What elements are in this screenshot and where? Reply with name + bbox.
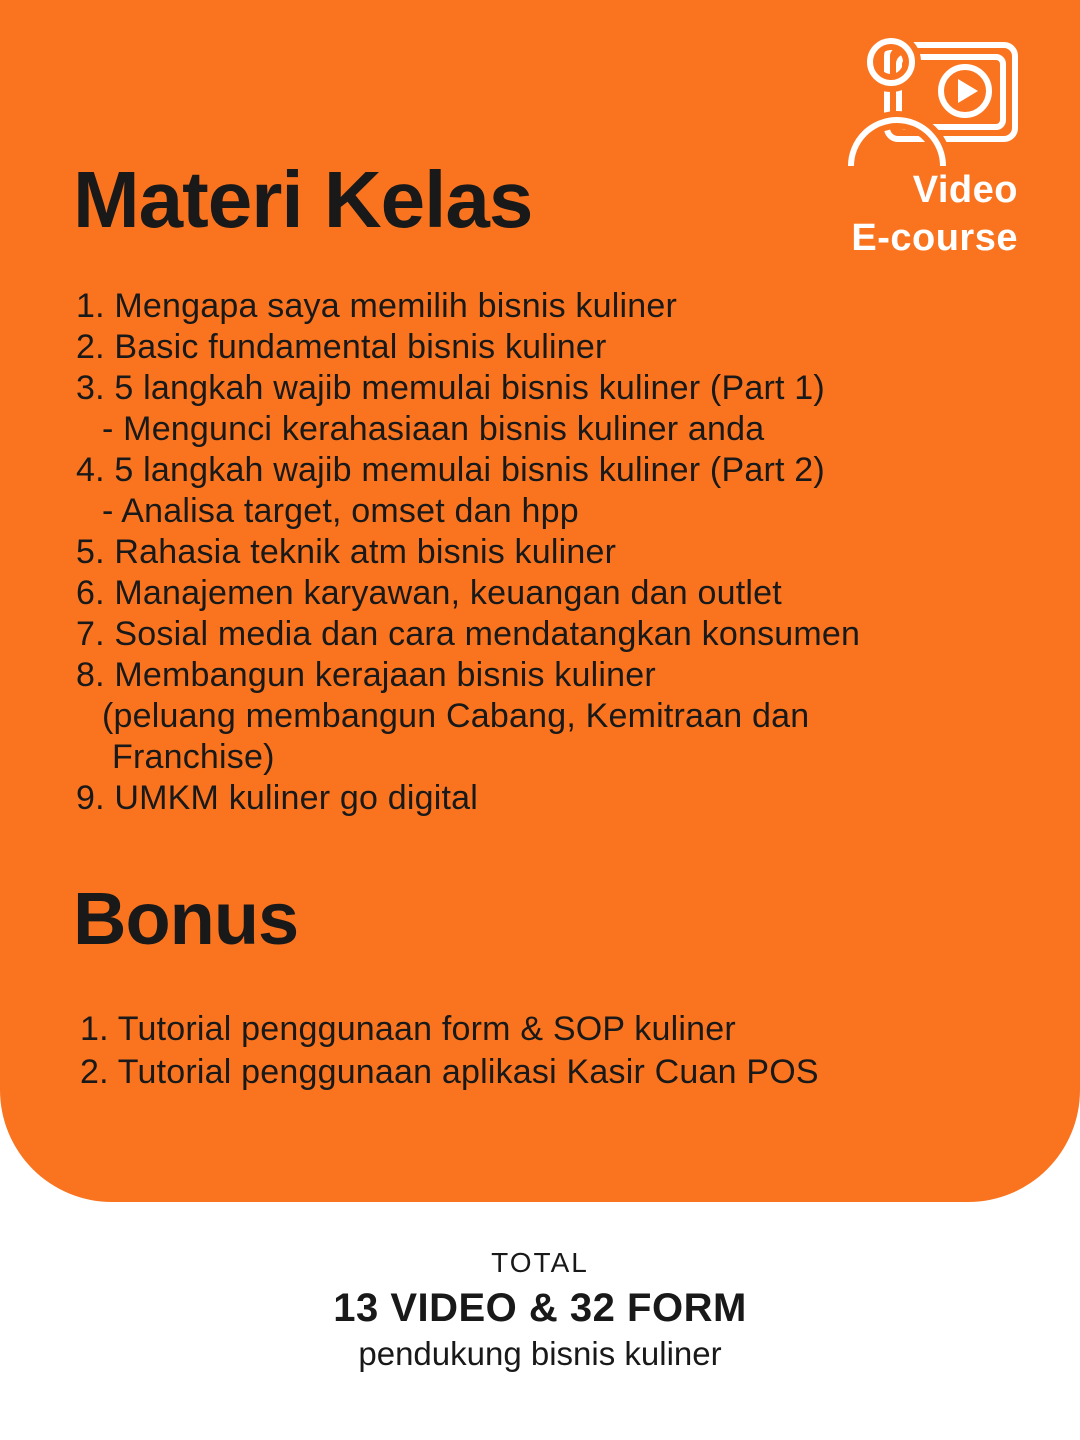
footer-subline: pendukung bisnis kuliner [358,1335,722,1372]
materi-subitem: - Analisa target, omset dan hpp [102,492,579,530]
badge-label-ecourse: E-course [851,217,1018,259]
bonus-title: Bonus [73,877,299,960]
materi-item: 6. Manajemen karyawan, keuangan dan outlet [76,574,782,612]
video-ecourse-badge [818,28,1018,262]
materi-list [76,286,1026,819]
bonus-item: 2. Tutorial penggunaan aplikasi Kasir Cuan POS [80,1053,819,1091]
bonus-list [80,1008,1030,1094]
materi-item: 2. Basic fundamental bisnis kuliner [76,328,607,366]
materi-item: 5. Rahasia teknik atm bisnis kuliner [76,533,617,571]
footer-summary [0,1246,1080,1374]
video-ecourse-icon [834,28,1024,166]
materi-kelas-title: Materi Kelas [73,155,533,244]
materi-item: 8. Membangun kerajaan bisnis kuliner [76,656,656,694]
materi-subitem: (peluang membangun Cabang, Kemitraan dan [102,697,810,735]
bonus-item: 1. Tutorial penggunaan form & SOP kuliner [80,1010,736,1048]
badge-label-video: Video [912,169,1018,211]
materi-item: 4. 5 langkah wajib memulai bisnis kuliner (Part 2) [76,451,825,489]
materi-item: 1. Mengapa saya memilih bisnis kuliner [76,287,677,325]
footer-total-label: TOTAL [491,1247,589,1278]
materi-item: 7. Sosial media dan cara mendatangkan konsumen [76,615,861,653]
materi-subitem: Franchise) [112,738,275,776]
footer-headline: 13 VIDEO & 32 FORM [333,1286,747,1330]
materi-subitem: - Mengunci kerahasiaan bisnis kuliner anda [102,410,765,448]
materi-item: 3. 5 langkah wajib memulai bisnis kuliner (Part 1) [76,369,825,407]
materi-item: 9. UMKM kuliner go digital [76,779,479,817]
